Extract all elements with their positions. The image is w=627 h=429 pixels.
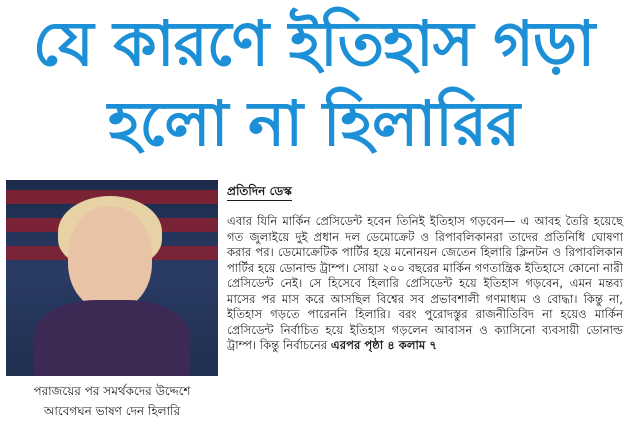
- portrait-face: [68, 206, 152, 310]
- headline-line-2: হলো না হিলারির: [107, 87, 520, 160]
- continued-on-page: এরপর পৃষ্ঠা ৪ কলাম ৭: [330, 338, 437, 352]
- headline: [0, 4, 627, 164]
- portrait-body: [34, 300, 190, 376]
- news-photo: [6, 180, 218, 376]
- byline: প্রতিদিন ডেস্ক: [227, 183, 292, 201]
- photo-caption: [6, 381, 218, 421]
- caption-line-1: পরাজয়ের পর সমর্থকদের উদ্দেশে: [33, 384, 191, 398]
- caption-line-2: আবেগঘন ভাষণ দেন হিলারি: [43, 404, 181, 418]
- headline-line-1: যে কারণে ইতিহাস গড়া: [32, 7, 595, 80]
- article-body: [227, 214, 623, 354]
- article-text: এবার যিনি মার্কিন প্রেসিডেন্ট হবেন তিনিই ইতিহাস গড়বেন— এ আবহ তৈরি হয়েছে গত জুলাইয়ে দুই প্রধান দল ডেমোক্রেট ও রিপাবলিকানরা তাদের প্রতিনিধি ঘোষণা করার পর। ডেমোক্রেটিক পার্টির হয়ে মনোনয়ন জেতেন হিলারি ক্লিনটন ও রিপাবলিকান পার্টির হয়ে ডোনাল্ড ট্রাম্প। সোয়া ২০০ বছরের মার্কিন গণতান্ত্রিক ইতিহাসে কোনো নারী প্রেসিডেন্ট নেই। সে হিসেবে হিলারি প্রেসিডেন্ট হয়ে ইতিহাস গড়বেন, এমন মন্তব্য মাসের পর মাস করে আসছিল বিশ্বের সব প্রভাবশালী গণমাধ্যম ও বোদ্ধা। কিন্তু না, ইতিহাস গড়তে পারেননি হিলারি। বরং পুরোদস্তুর রাজনীতিবিদ না হয়েও মার্কিন প্রেসিডেন্ট নির্বাচিত হয়ে ইতিহাস গড়লেন আবাসন ও ক্যাসিনো ব্যবসায়ী ডোনাল্ড ট্রাম্প। কিন্তু নির্বাচনের: [227, 214, 624, 352]
